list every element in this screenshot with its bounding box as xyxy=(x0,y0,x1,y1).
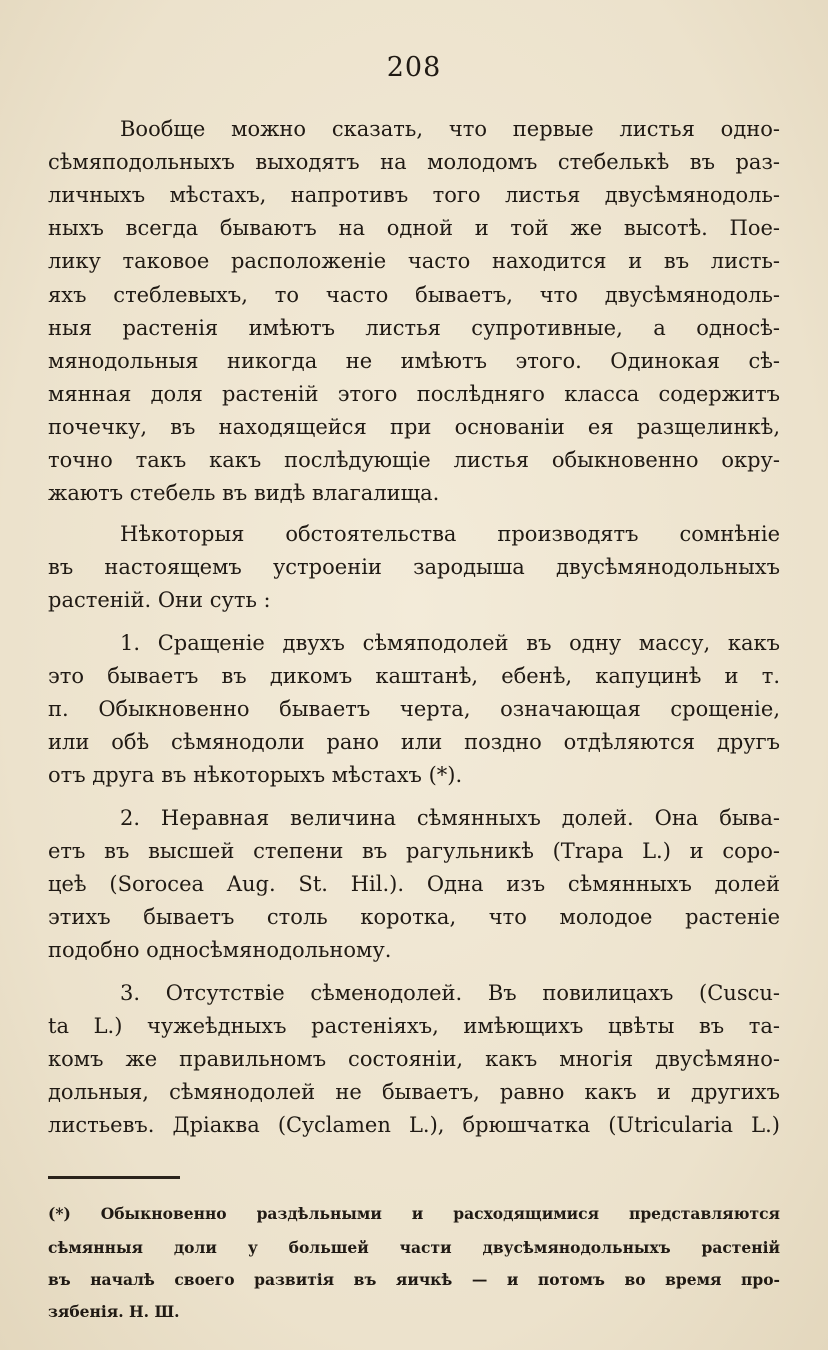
footnote-line: зябенія. Н. Ш. xyxy=(48,1302,180,1321)
text-line: или обѣ сѣмянодоли рано или поздно отдѣляются другъ xyxy=(48,730,780,754)
text-line: точно такъ какъ послѣдующіе листья обыкновенно окру- xyxy=(48,448,780,472)
text-line: сѣмяподольныхъ выходятъ на молодомъ стебелькѣ въ раз- xyxy=(48,150,780,174)
footnote-line: въ началѣ своего развитія въ яичкѣ — и потомъ во время про- xyxy=(48,1270,780,1289)
text-line: ta L.) чужеѣдныхъ растеніяхъ, имѣющихъ цвѣты въ та- xyxy=(48,1014,780,1038)
text-line: мянная доля растеній этого послѣдняго класса содержитъ xyxy=(48,382,780,406)
text-line: етъ въ высшей степени въ рагульникѣ (Trapa L.) и соро- xyxy=(48,839,780,863)
footnote-rule xyxy=(48,1176,180,1179)
text-line: подобно односѣмянодольному. xyxy=(48,938,392,962)
text-line: отъ друга въ нѣкоторыхъ мѣстахъ (*). xyxy=(48,763,463,787)
text-line: 1. Сращеніе двухъ сѣмяподолей въ одну массу, какъ xyxy=(120,631,780,655)
text-line: почечку, въ находящейся при основаніи ея разщелинкѣ, xyxy=(48,415,780,439)
text-line: растеній. Они суть : xyxy=(48,588,271,612)
text-line: листьевъ. Дріаква (Cyclamen L.), брюшчатка (Utricularia L.) xyxy=(48,1113,780,1137)
text-line: лику таковое расположеніе часто находится и въ листь- xyxy=(48,249,780,273)
footnote-line: (*) Обыкновенно раздѣльными и расходящимися представляются xyxy=(48,1204,780,1223)
text-line: это бываетъ въ дикомъ каштанѣ, ебенѣ, капуцинѣ и т. xyxy=(48,664,780,688)
text-line: цеѣ (Sorocea Aug. St. Hil.). Одна изъ сѣмянныхъ долей xyxy=(48,872,780,896)
text-line: жаютъ стебель въ видѣ влагалища. xyxy=(48,481,440,505)
text-line: ныя растенія имѣютъ листья супротивные, а односѣ- xyxy=(48,316,780,340)
text-line: ныхъ всегда бываютъ на одной и той же высотѣ. Поe- xyxy=(48,216,780,240)
text-line: Вообще можно сказать, что первые листья одно- xyxy=(120,117,780,141)
footnote-line: сѣмянныя доли у большей части двусѣмянодольныхъ растеній xyxy=(48,1238,780,1257)
text-line: Нѣкоторыя обстоятельства производятъ сомнѣніе xyxy=(120,522,780,546)
text-line: 3. Отсутствіе сѣменодолей. Въ повилицахъ (Cuscu- xyxy=(120,981,780,1005)
text-line: 2. Неравная величина сѣмянныхъ долей. Она быва- xyxy=(120,806,780,830)
text-line: въ настоящемъ устроеніи зародыша двусѣмянодольныхъ xyxy=(48,555,780,579)
text-line: этихъ бываетъ столь коротка, что молодое растеніе xyxy=(48,905,780,929)
text-line: дольныя, сѣмянодолей не бываетъ, равно какъ и другихъ xyxy=(48,1080,780,1104)
text-line: личныхъ мѣстахъ, напротивъ того листья двусѣмянодоль- xyxy=(48,183,780,207)
page-number: 208 xyxy=(386,52,442,83)
text-line: комъ же правильномъ состояніи, какъ многія двусѣмяно- xyxy=(48,1047,780,1071)
text-line: яхъ стеблевыхъ, то часто бываетъ, что двусѣмянодоль- xyxy=(48,283,780,307)
text-line: мянодольныя никогда не имѣютъ этого. Одинокая сѣ- xyxy=(48,349,780,373)
text-line: п. Обыкновенно бываетъ черта, означающая срощеніе, xyxy=(48,697,780,721)
